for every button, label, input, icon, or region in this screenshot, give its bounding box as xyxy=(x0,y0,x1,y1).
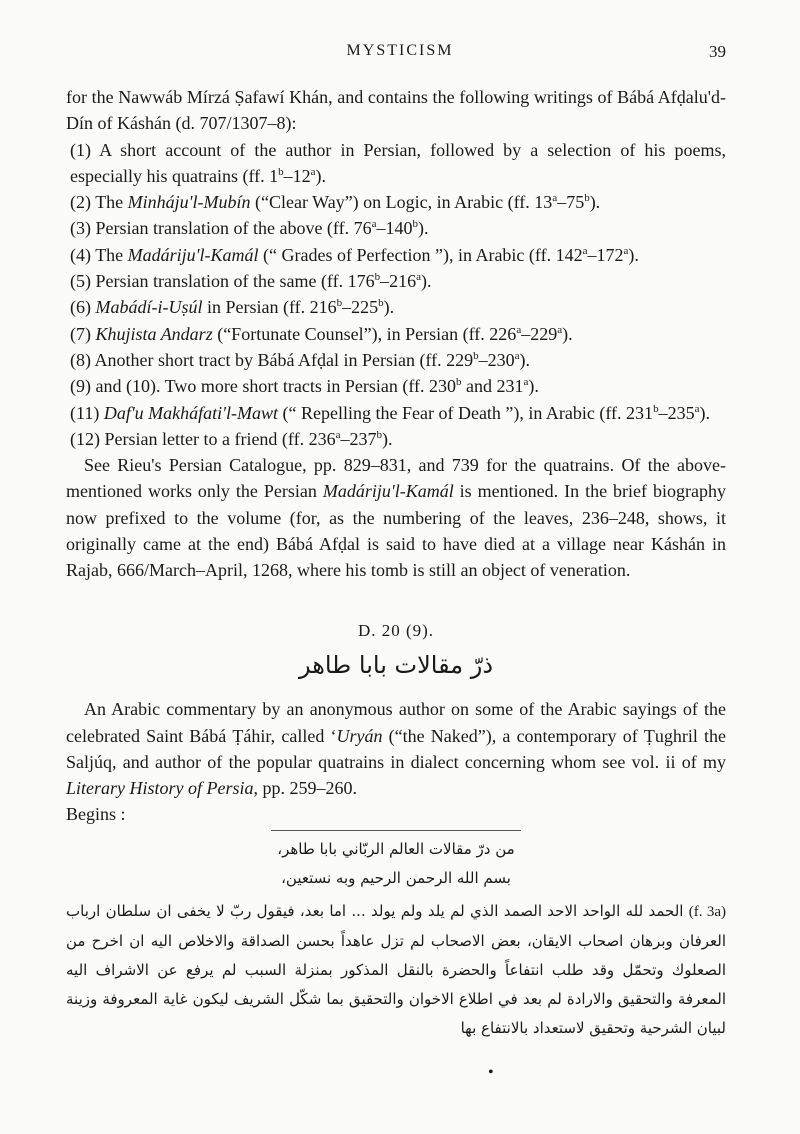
works-list-item xyxy=(66,189,726,215)
item-post: ). xyxy=(421,271,432,292)
desc-uryan: Uryán xyxy=(336,725,383,746)
item-s2: a xyxy=(514,349,520,362)
item-s2: a xyxy=(523,376,529,389)
works-list-item xyxy=(66,400,726,426)
item-s2: b xyxy=(376,428,382,441)
item-post: ). xyxy=(417,218,429,239)
item-post: ). xyxy=(562,323,573,344)
intro-paragraph: for the Nawwáb Mírzá Ṣafawí Khán, and contains the following writings of Bábá Afḍalu'd-Dín of Káshán (d. 707/1307–8): xyxy=(66,87,726,134)
item-num: (6) xyxy=(70,297,91,318)
item-post: ). xyxy=(699,402,710,423)
item-s1: b xyxy=(278,165,284,178)
works-list-item xyxy=(66,426,726,452)
rieu-paragraph xyxy=(66,452,726,583)
arabic-body: الحمد لله الواحد الاحد الصمد الذي لم يلد ولم يولد ... اما بعد، فيقول ربّ لا يخفى ان سلطان ارباب العرفان وبرهان اصحاب الايقان، بعض الاصحاب لم تزل عاهداً بحسن الصداقة والاخلاص اليه ان اخرح من الصعلوك وتحمّل وقد طلب انتفاعاً والحضرة بالنقل المذكور بمنزلة السبب لم يرفع عن الاشراف اليه المعرفة والتحقيق والارادة لم بعد في اطلاع الاخوان والتحقيق بما شكّل الشريف ليكون غاية المعروفة وزينة لبيان الشرحية وتحقيق لاستعداد بالانتفاع بها xyxy=(66,901,726,1037)
item-pre: Persian translation of the above (ff. 76 xyxy=(95,218,372,239)
item-post: ). xyxy=(628,244,639,265)
item-num: (7) xyxy=(70,323,91,344)
item-title: Madáriju'l-Kamál xyxy=(127,244,259,265)
works-list-item xyxy=(66,215,726,241)
desc-e: , pp. 259–260. xyxy=(253,778,357,799)
desc-c: (“the Naked”), a contemporary of Ṭughril the Saljúq, and author of the popular quatrains in dialect concerning whom see vol. ii of my xyxy=(66,725,726,772)
item-s2: b xyxy=(378,297,384,310)
item-mid: –140 xyxy=(376,218,413,239)
item-s1: a xyxy=(552,192,558,205)
item-num: (8) xyxy=(70,349,91,370)
page-body xyxy=(66,84,726,1043)
item-mid: –75 xyxy=(557,192,585,213)
item-title: Minháju'l-Mubín xyxy=(127,192,251,213)
item-num: (9) xyxy=(70,376,91,397)
item-mid: –237 xyxy=(340,428,377,449)
page-mark: • xyxy=(488,1064,494,1081)
item-s2: a xyxy=(623,244,629,257)
works-list-item xyxy=(66,268,726,294)
item-post: ). xyxy=(381,428,393,449)
section-heading: D. 20 (9). xyxy=(357,620,435,640)
separator-rule xyxy=(271,830,521,831)
item-mid: and 231 xyxy=(461,376,524,397)
arabic-title: ذرّ مقالات بابا طاهر xyxy=(298,650,494,679)
item-num: (11) xyxy=(70,402,100,423)
item-pre: and (10). Two more short tracts in Persian (ff. 230 xyxy=(95,376,457,397)
desc-literary-history: Literary History of Persia xyxy=(66,778,254,799)
item-s1: b xyxy=(473,349,479,362)
item-s2: a xyxy=(416,271,421,284)
item-title: Daf'u Makháfati'l-Mawt xyxy=(103,402,279,423)
works-list-item xyxy=(66,242,726,268)
item-num: (2) xyxy=(70,192,91,213)
desc-a: An Arabic commentary by an anonymous author on some of the Arabic sayings of the celebrated Saint Bábá Ṭáhir, called ‘ xyxy=(66,699,726,746)
item-s1: a xyxy=(582,244,588,257)
item-s1: b xyxy=(653,402,659,415)
works-list-item xyxy=(66,373,726,399)
item-rest: (“Clear Way”) on Logic, in Arabic (ff. 13 xyxy=(250,192,553,213)
works-list-item xyxy=(66,321,726,347)
item-pre: Persian translation of the same (ff. 176 xyxy=(95,271,375,292)
item-s2: a xyxy=(694,402,700,415)
item-mid: –230 xyxy=(478,349,515,370)
item-num: (3) xyxy=(70,218,91,239)
begins-label: Begins : xyxy=(66,804,126,825)
item-pre: Another short tract by Bábá Afḍal in Persian (ff. 229 xyxy=(94,349,474,370)
works-list-item xyxy=(66,137,726,190)
item-num: (4) xyxy=(70,244,91,265)
item-s1: b xyxy=(336,297,343,310)
item-pre: The xyxy=(95,244,128,265)
arabic-text-block xyxy=(66,897,726,1043)
arabic-opening-line-1: من درّ مقالات العالم الربّاني بابا طاهر، xyxy=(277,839,515,858)
item-pre: Persian letter to a friend (ff. 236 xyxy=(104,428,336,449)
item-rest: (“Fortunate Counsel”), in Persian (ff. 226 xyxy=(212,323,517,344)
item-post: ). xyxy=(519,349,530,370)
works-list-item xyxy=(66,294,726,320)
item-post: ). xyxy=(589,192,601,213)
item-pre: The xyxy=(95,192,128,213)
item-rest: in Persian (ff. 216 xyxy=(202,297,337,318)
running-head: MYSTICISM xyxy=(346,42,454,59)
works-list xyxy=(66,137,726,453)
arabic-opening-line-2: بسم الله الرحمن الرحيم وبه نستعين، xyxy=(281,868,511,887)
item-s1: a xyxy=(335,428,341,441)
item-s2: a xyxy=(310,165,316,178)
item-num: (1) xyxy=(70,139,91,160)
item-s2: a xyxy=(557,323,563,336)
folio-reference: (f. 3a) xyxy=(688,903,726,920)
item-rest: (“ Grades of Perfection ”), in Arabic (ff. 142 xyxy=(258,244,583,265)
item-s1: a xyxy=(371,218,377,231)
page-number: 39 xyxy=(709,42,726,61)
item-s1: a xyxy=(516,323,522,336)
item-title: Mabádí-i-Uṣúl xyxy=(95,297,203,318)
item-s2: b xyxy=(584,192,590,205)
item-s1: b xyxy=(374,271,381,284)
item-title: Khujista Andarz xyxy=(95,323,213,344)
rieu-text-b: is mentioned. In the brief biography now prefixed to the volume (for, as the numbering of the leaves, 236–248, shows, it originally came at the end) Bábá Afḍal is said to have died at a village near Káshán in Rajab, 666/March–April, 1268, where his tomb is still an object of veneration. xyxy=(66,481,726,581)
rieu-text-a: See Rieu's Persian Catalogue, pp. 829–831, and 739 for the quatrains. Of the above-mentioned works only the Persian xyxy=(66,455,726,502)
item-post: ). xyxy=(383,297,395,318)
item-mid: –216 xyxy=(380,271,417,292)
works-list-item xyxy=(66,347,726,373)
item-s2: b xyxy=(412,218,418,231)
commentary-description xyxy=(66,696,726,801)
item-num: (12) xyxy=(70,428,100,449)
item-mid: –225 xyxy=(342,297,379,318)
item-num: (5) xyxy=(70,271,91,292)
item-rest: (“ Repelling the Fear of Death ”), in Arabic (ff. 231 xyxy=(278,402,654,423)
item-s1: b xyxy=(456,376,462,389)
item-post: ). xyxy=(528,376,539,397)
item-mid: –172 xyxy=(587,244,624,265)
rieu-title: Madáriju'l-Kamál xyxy=(322,481,454,502)
item-mid: –235 xyxy=(658,402,695,423)
item-pre: A short account of the author in Persian, followed by a selection of his poems, especially his quatrains (ff. 1 xyxy=(70,139,726,186)
item-mid: –229 xyxy=(521,323,558,344)
item-post: ). xyxy=(315,165,326,186)
item-mid: –12 xyxy=(283,165,311,186)
